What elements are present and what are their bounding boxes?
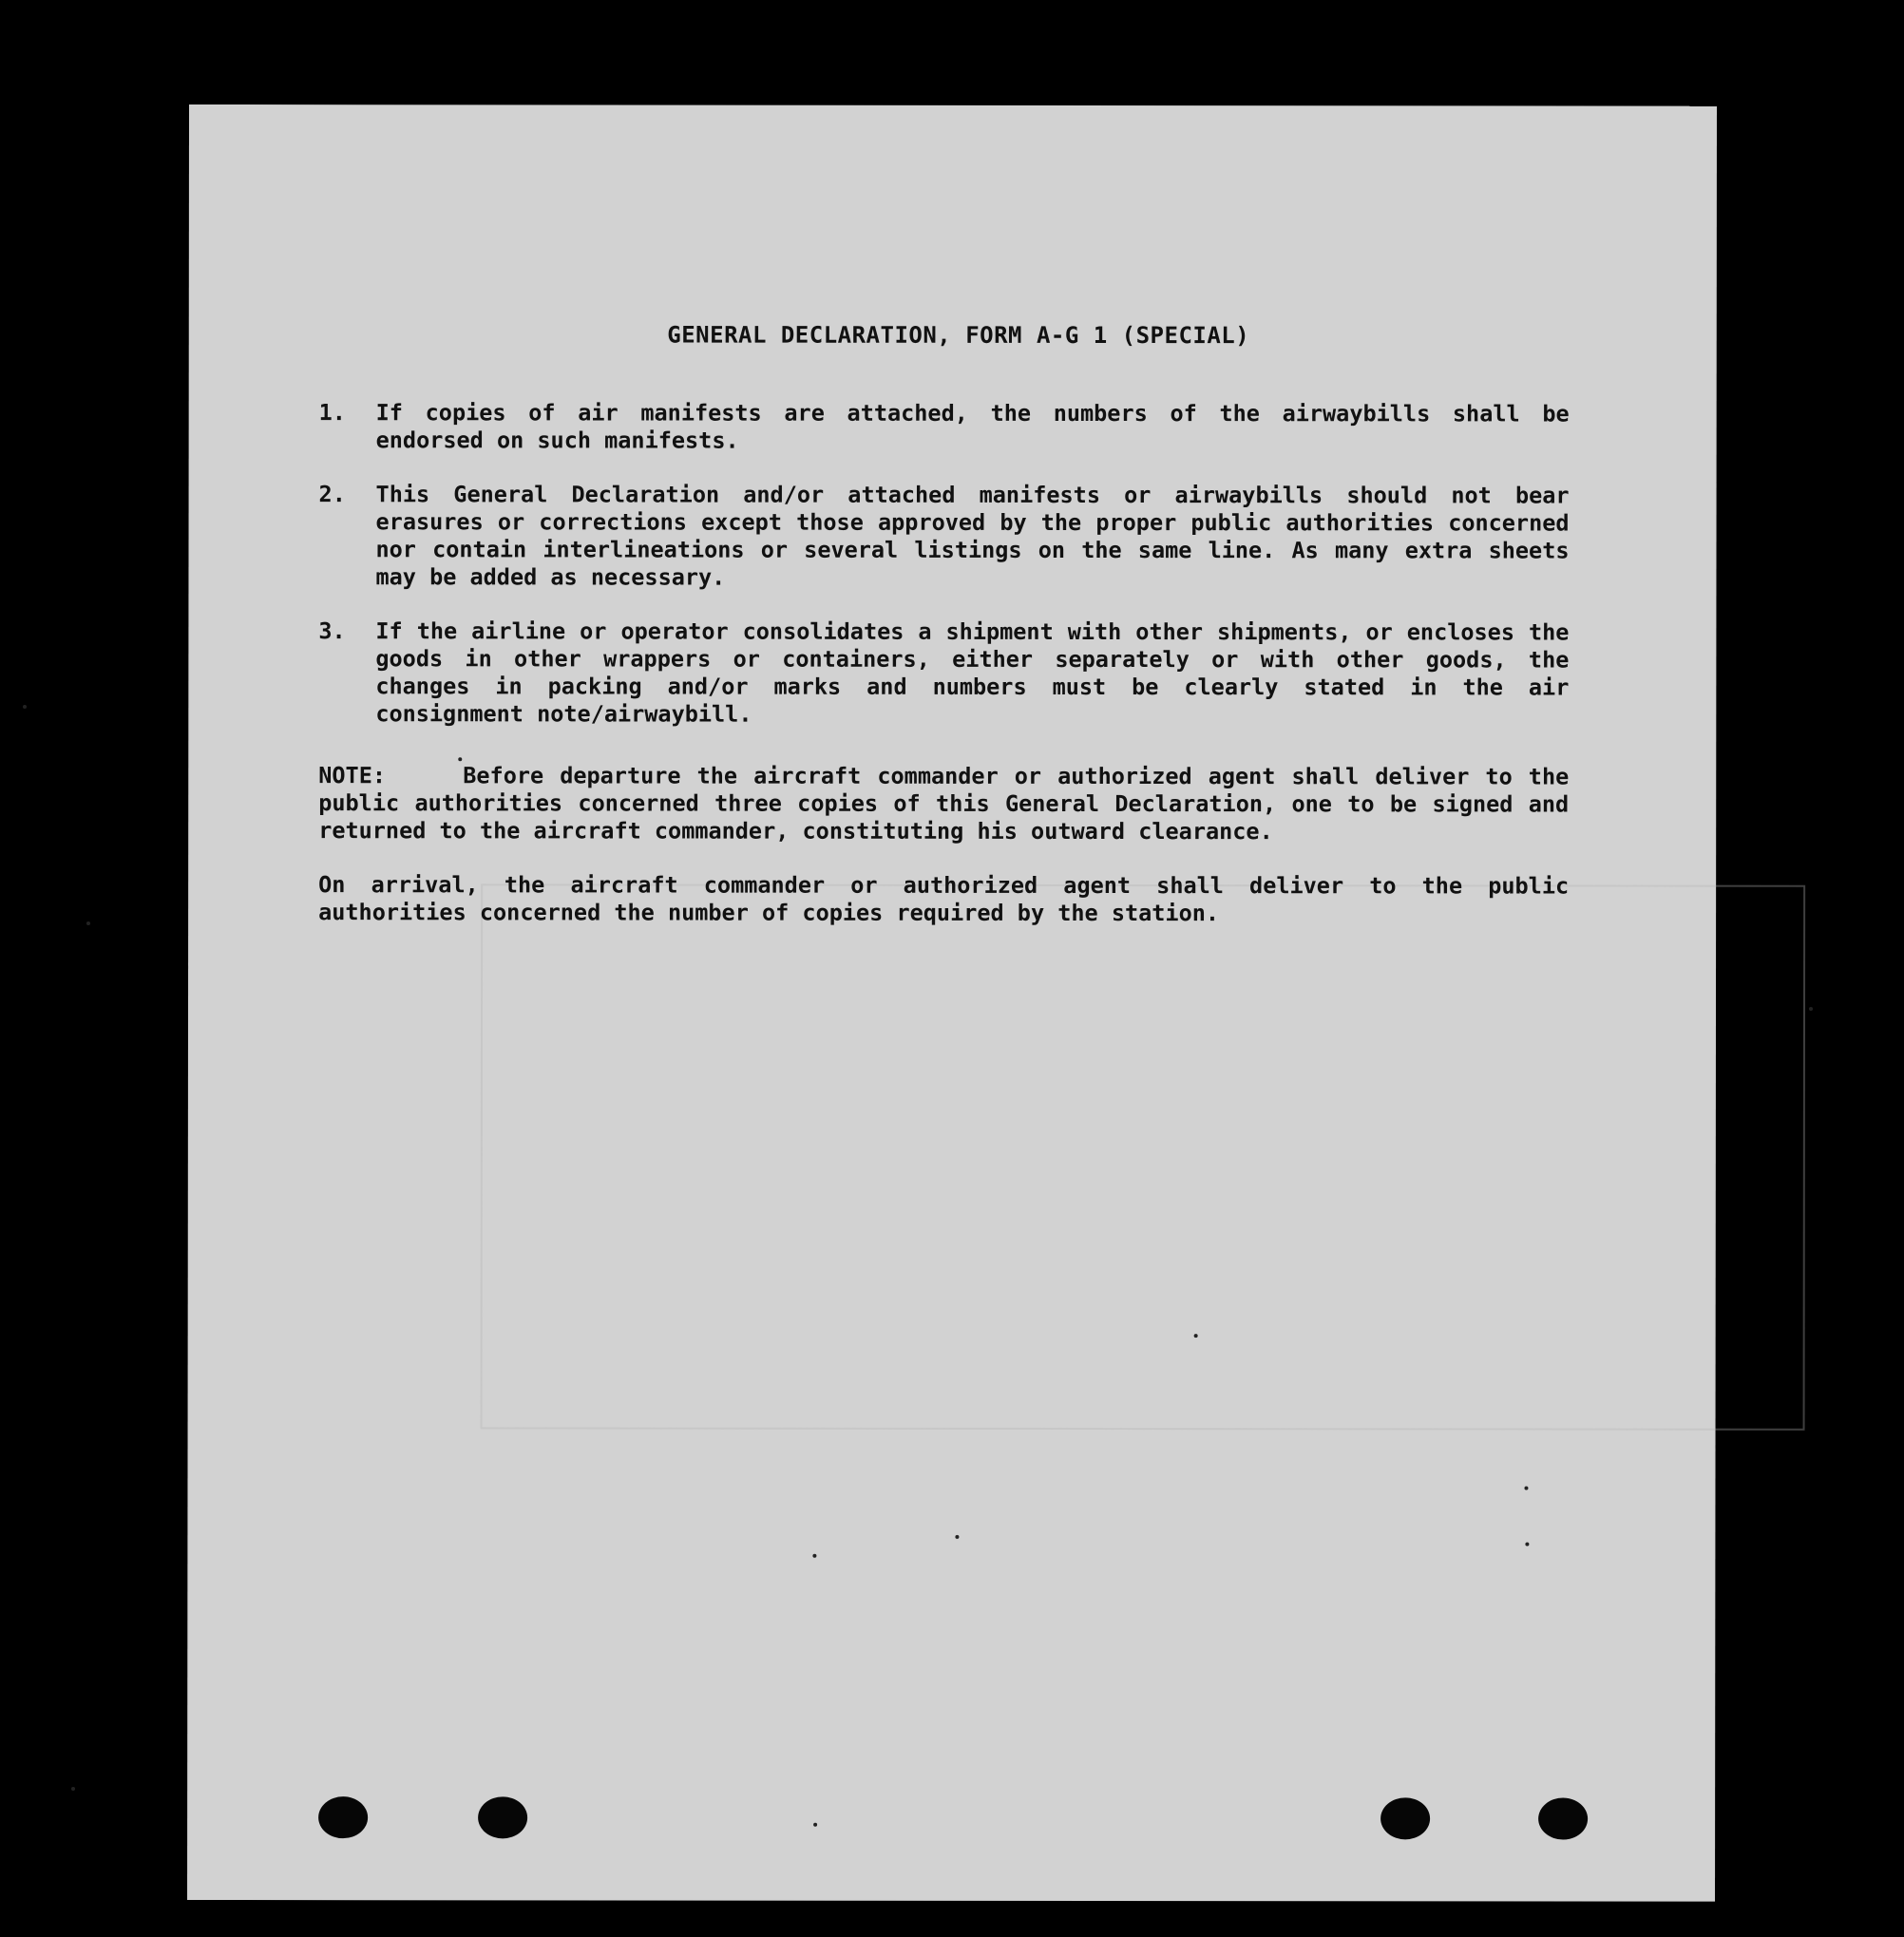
speck: [1525, 1542, 1529, 1546]
punch-hole: [318, 1796, 368, 1838]
speck: [86, 921, 90, 925]
item-text: If copies of air manifests are attached, the numbers of the airwaybills shall be endorsed on such manifests.: [375, 399, 1570, 454]
document-title: GENERAL DECLARATION, FORM A-G 1 (SPECIAL): [667, 321, 1250, 350]
list-item: [318, 481, 1569, 592]
arrival-paragraph: On arrival, the aircraft commander or authorized agent shall deliver to the public authorities concerned the number of copies required by the station.: [318, 871, 1570, 927]
speck: [813, 1823, 817, 1827]
item-number: 1.: [318, 399, 346, 427]
note-text: Before departure the aircraft commander or authorized agent shall deliver to the public authorities concerned three copies of this General Declaration, one to be signed and returned to the aircraft commander, constituting his outward clearance.: [318, 762, 1570, 845]
note-label: NOTE:: [318, 762, 387, 789]
punch-hole: [1380, 1797, 1430, 1839]
item-number: 2.: [318, 481, 346, 508]
instruction-list: [318, 399, 1569, 729]
note-paragraph: [318, 762, 1569, 845]
speck: [23, 705, 27, 709]
speck: [1809, 1007, 1813, 1011]
speck: [812, 1554, 816, 1558]
document-body: [318, 321, 1570, 927]
speck: [1194, 1334, 1198, 1338]
punch-hole: [478, 1796, 527, 1838]
speck: [458, 757, 462, 761]
speck: [71, 1787, 75, 1791]
speck: [1524, 1486, 1528, 1490]
document-page: [187, 104, 1717, 1902]
bleed-through-frame: [481, 883, 1806, 1430]
list-item: [318, 617, 1569, 729]
list-item: [319, 399, 1570, 455]
item-text: This General Declaration and/or attached manifests or airwaybills should not bear erasures or corrections except those approved by the proper public authorities concerned nor contain interlineations or several listings on the same line. As many extra sheets may be added as necessary.: [375, 481, 1570, 591]
item-number: 3.: [318, 617, 346, 645]
punch-hole: [1538, 1797, 1588, 1839]
item-text: If the airline or operator consolidates a shipment with other shipments, or encloses the goods in other wrappers or containers, either separately or with other goods, the changes in packing and/or marks and numbers must be clearly stated in the air consignment note/airwaybill.: [375, 617, 1570, 728]
speck: [955, 1535, 959, 1539]
